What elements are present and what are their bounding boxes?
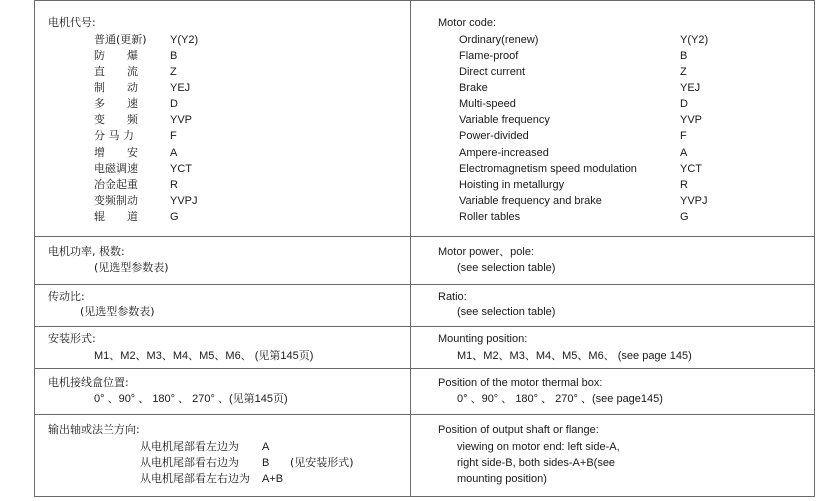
- motor-code-label-cn: 变频制动: [94, 194, 138, 207]
- motor-code-value: YEJ: [680, 82, 701, 94]
- mounting-values-en: M1、M2、M3、M4、M5、M6、 (see page 145): [457, 350, 692, 362]
- output-title-cn: 输出轴或法兰方向:: [48, 423, 140, 436]
- motor-code-label-en: Power-divided: [459, 130, 529, 142]
- motor-code-value: F: [170, 130, 177, 142]
- motor-code-value: R: [170, 179, 178, 191]
- terminal-box-values-en: 0° 、90° 、 180° 、 270° 、(see page145): [457, 393, 663, 405]
- motor-code-label-cn: 冶金起重: [94, 178, 138, 191]
- row-divider: [34, 236, 815, 237]
- output-line-en: mounting position): [457, 473, 547, 485]
- motor-code-value: R: [680, 179, 688, 191]
- motor-code-value: B: [170, 50, 178, 62]
- motor-code-label-cn: 辊 道: [94, 210, 138, 223]
- motor-code-label-cn: 制 动: [94, 81, 138, 94]
- motor-code-value: D: [170, 98, 178, 110]
- terminal-box-values-cn: 0° 、90° 、 180° 、 270° 、(见第145页): [94, 393, 288, 405]
- motor-code-label-cn: 防 爆: [94, 49, 138, 62]
- mounting-title-cn: 安装形式:: [48, 332, 96, 345]
- motor-code-label-cn: 多 速: [94, 97, 138, 110]
- power-title-cn: 电机功率, 极数:: [48, 245, 125, 258]
- motor-code-label-en: Variable frequency: [459, 114, 550, 126]
- power-title-en: Motor power、pole:: [438, 246, 534, 258]
- output-code: A+B: [262, 473, 284, 485]
- motor-code-label-cn: 分 马 力: [94, 129, 134, 142]
- output-line-en: right side-B, both sides-A+B(see: [457, 457, 616, 469]
- ratio-title-en: Ratio:: [438, 291, 467, 303]
- motor-code-value: G: [170, 211, 179, 223]
- motor-code-label-en: Multi-speed: [459, 98, 516, 110]
- motor-code-value: YCT: [680, 163, 702, 175]
- motor-code-label-en: Brake: [459, 82, 488, 94]
- output-code: A: [262, 441, 270, 453]
- output-title-en: Position of output shaft or flange:: [438, 424, 599, 436]
- column-divider: [410, 0, 411, 497]
- motor-code-value: B: [680, 50, 688, 62]
- motor-code-value: YVP: [680, 114, 703, 126]
- motor-code-value: D: [680, 98, 688, 110]
- motor-code-label-en: Ordinary(renew): [459, 34, 539, 46]
- motor-code-label-en: Hoisting in metallurgy: [459, 179, 565, 191]
- motor-code-value: YCT: [170, 163, 192, 175]
- row-divider: [34, 414, 815, 415]
- output-line-cn: 从电机尾部看右边为: [140, 456, 239, 469]
- motor-code-value: YEJ: [170, 82, 191, 94]
- ratio-note-en: (see selection table): [457, 306, 556, 318]
- motor-code-value: F: [680, 130, 687, 142]
- spec-table: [34, 0, 815, 497]
- motor-code-label-en: Roller tables: [459, 211, 521, 223]
- motor-code-value: Z: [170, 66, 177, 78]
- terminal-box-title-cn: 电机接线盒位置:: [48, 376, 129, 389]
- row-divider: [34, 368, 815, 369]
- motor-code-value: YVPJ: [170, 195, 198, 207]
- terminal-box-title-en: Position of the motor thermal box:: [438, 377, 603, 389]
- motor-code-label-cn: 普通(更新): [94, 33, 147, 46]
- motor-code-value: YVP: [170, 114, 193, 126]
- motor-code-value: A: [680, 147, 688, 159]
- row-divider: [34, 284, 815, 285]
- row-divider-top: [34, 0, 815, 1]
- motor-code-value: A: [170, 147, 178, 159]
- motor-code-label-en: Ampere-increased: [459, 147, 549, 159]
- motor-code-label-en: Direct current: [459, 66, 526, 78]
- motor-code-label-en: Electromagnetism speed modulation: [459, 163, 637, 175]
- motor-code-label-cn: 直 流: [94, 65, 138, 78]
- motor-code-label-cn: 变 频: [94, 113, 138, 126]
- motor-code-title-en: Motor code:: [438, 17, 497, 29]
- motor-code-value: YVPJ: [680, 195, 708, 207]
- motor-code-value: Y(Y2): [170, 34, 199, 46]
- mounting-values-cn: M1、M2、M3、M4、M5、M6、 (见第145页): [94, 350, 314, 362]
- mounting-title-en: Mounting position:: [438, 333, 528, 345]
- row-divider: [34, 326, 815, 327]
- output-line-cn: 从电机尾部看左边为: [140, 440, 239, 453]
- motor-code-label-en: Flame-proof: [459, 50, 519, 62]
- output-code: B: [262, 457, 270, 469]
- ratio-title-cn: 传动比:: [48, 290, 85, 303]
- motor-code-value: Y(Y2): [680, 34, 709, 46]
- output-note-cn: (见安装形式): [290, 456, 354, 469]
- power-note-en: (see selection table): [457, 262, 556, 274]
- motor-code-title-cn: 电机代号:: [48, 16, 96, 29]
- ratio-note-cn: (见选型参数表): [80, 305, 155, 318]
- output-line-cn: 从电机尾部看左右边为: [140, 472, 250, 485]
- motor-code-label-cn: 增 安: [94, 146, 138, 159]
- motor-code-label-en: Variable frequency and brake: [459, 195, 602, 207]
- motor-code-value: G: [680, 211, 689, 223]
- output-line-en: viewing on motor end: left side-A,: [457, 441, 620, 453]
- power-note-cn: (见选型参数表): [94, 261, 169, 274]
- motor-code-label-cn: 电磁调速: [94, 162, 138, 175]
- motor-code-value: Z: [680, 66, 687, 78]
